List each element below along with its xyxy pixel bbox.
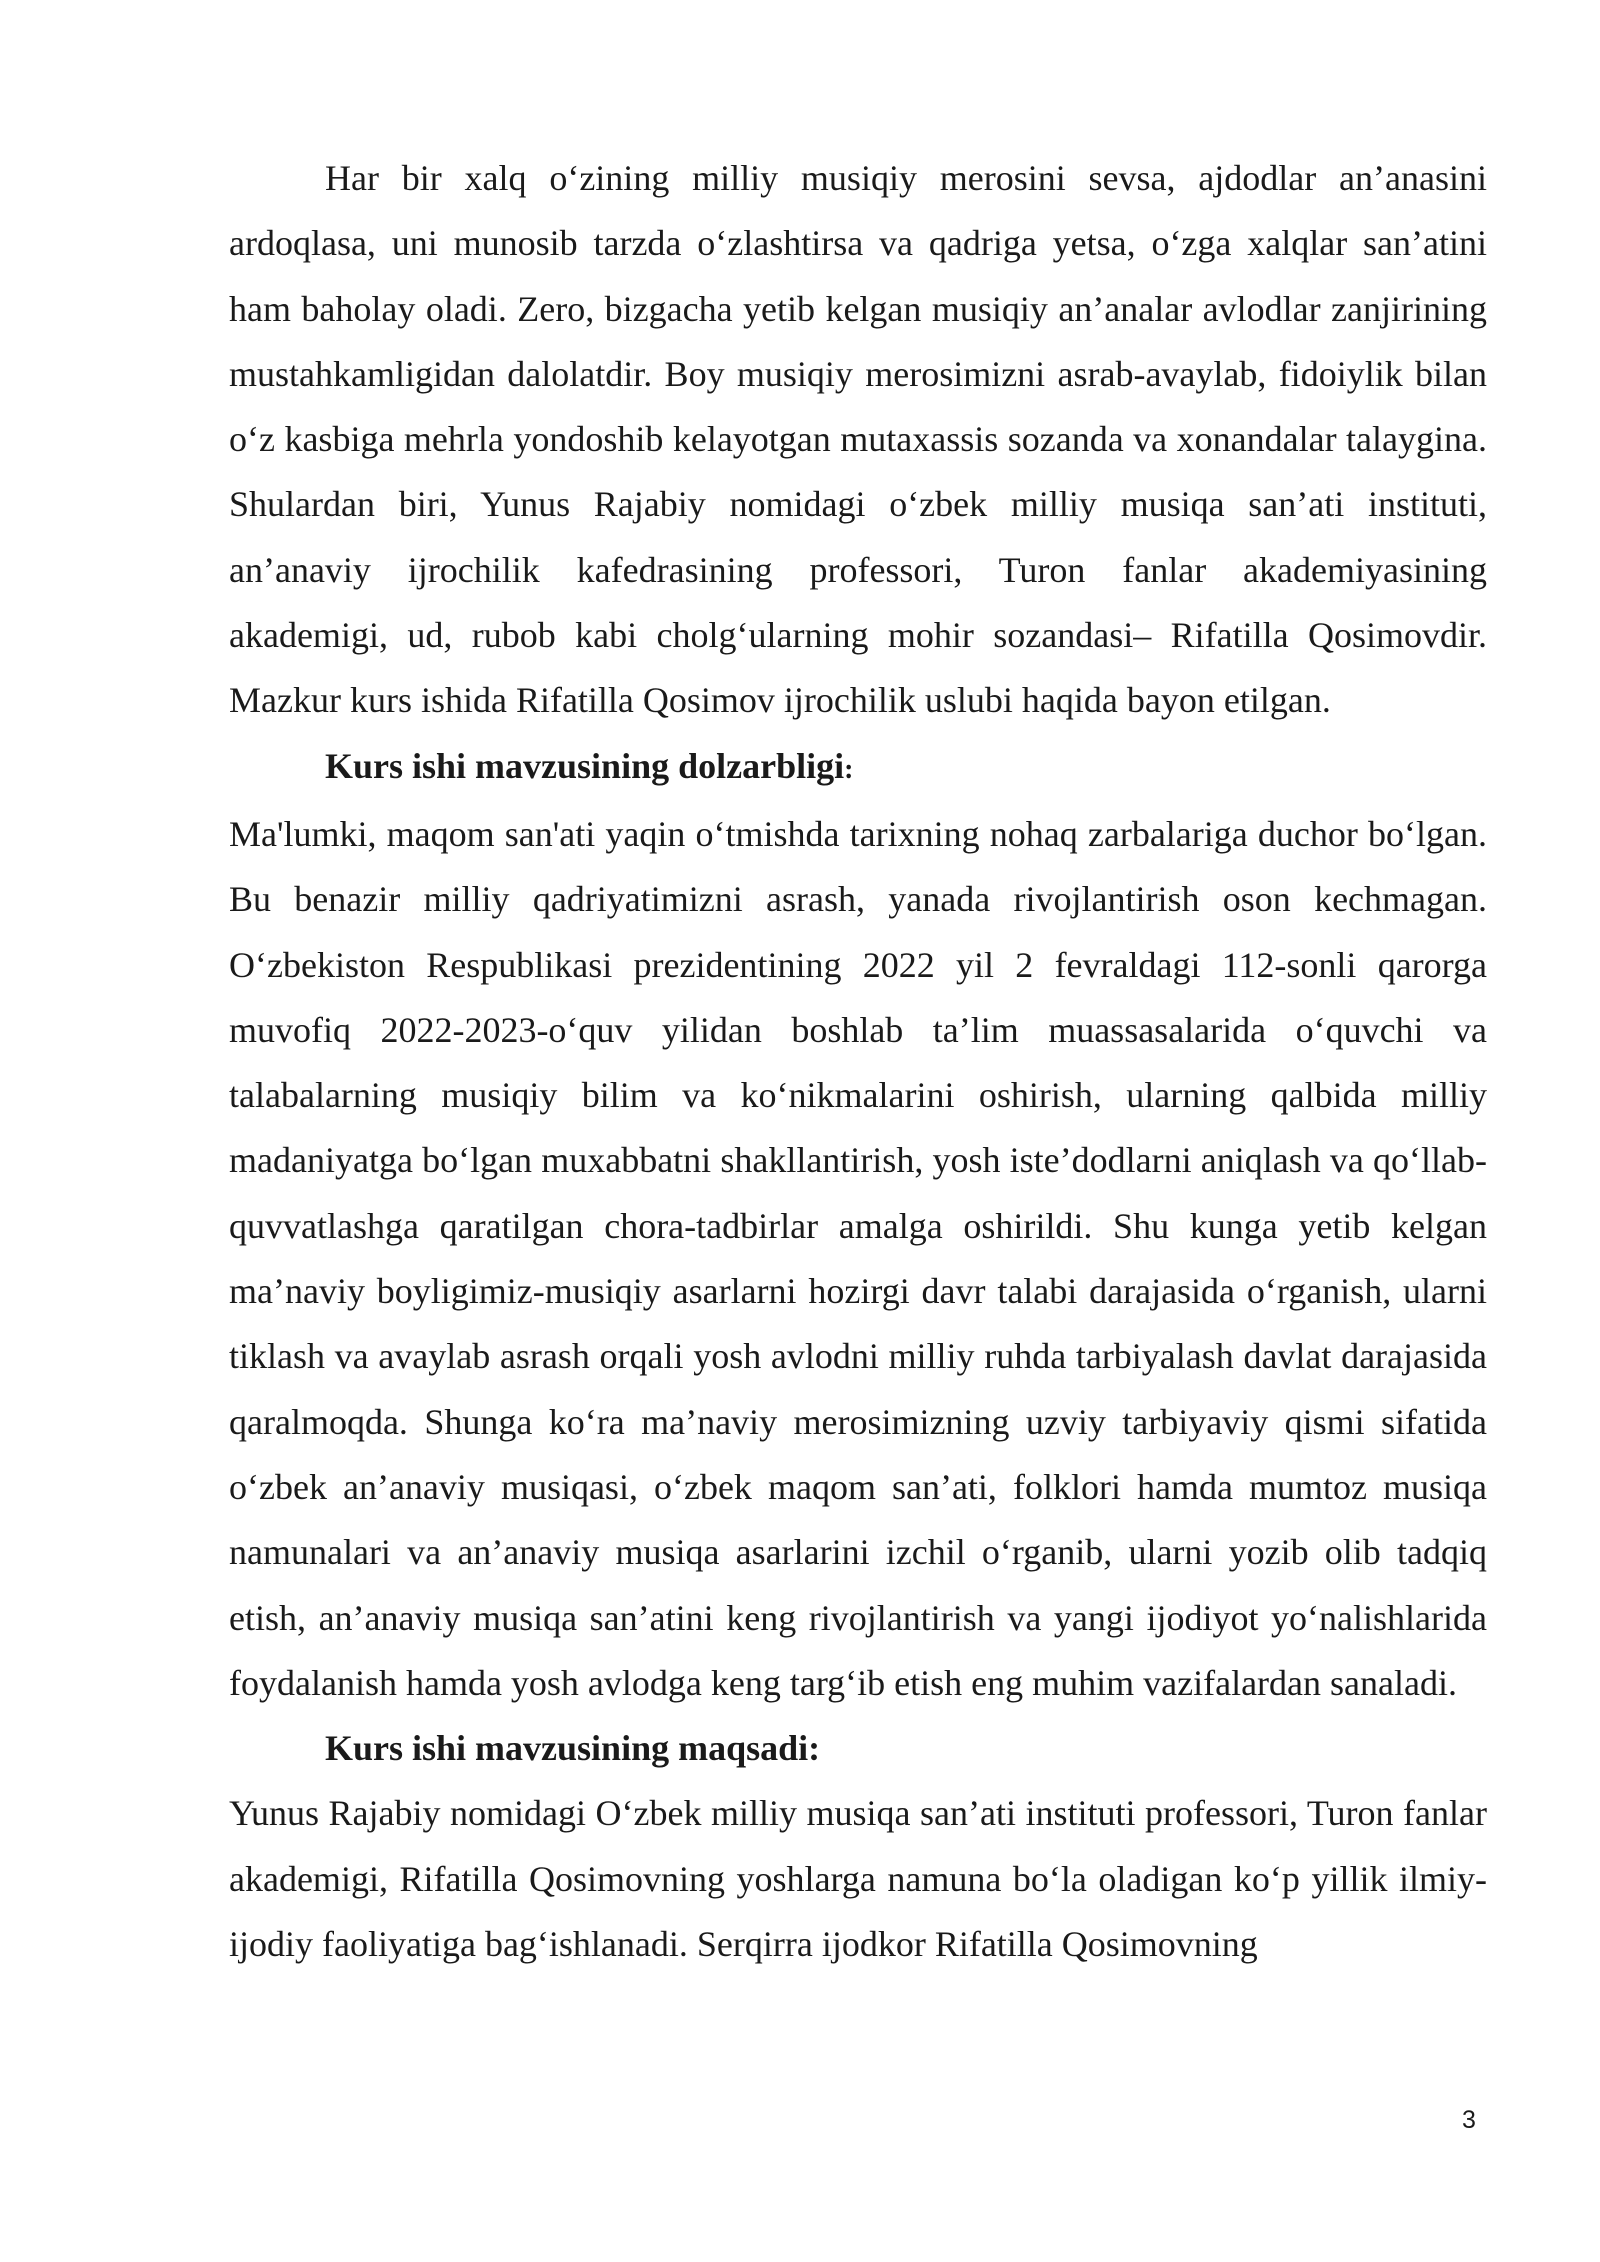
- section-heading-goal: Kurs ishi mavzusining maqsadi:: [325, 1728, 821, 1769]
- section-heading-relevance-colon: :: [844, 753, 854, 785]
- goal-paragraph: Yunus Rajabiy nomidagi O‘zbek milliy musiqa san’ati instituti professori, Turon fanlar akademigi, Rifatilla Qosimovning yoshlarga namuna bo‘la oladigan ko‘p yillik ilmiy-ijodiy faoliyatiga bag‘ishlanadi. Serqirra ijodkor Rifatilla Qosimovning: [229, 1793, 1487, 1965]
- intro-paragraph: Har bir xalq o‘zining milliy musiqiy merosini sevsa, ajdodlar an’anasini ardoqlasa, uni munosib tarzda o‘zlashtirsa va qadriga yetsa, o‘zga xalqlar san’atini ham baholay oladi. Zero, bizgacha yetib kelgan musiqiy an’analar avlodlar zanjirining mustahkamligidan dalolatdir. Boy musiqiy merosimizni asrab-avaylab, fidoiylik bilan o‘z kasbiga mehrla yondoshib kelayotgan mutaxassis sozanda va xonandalar talaygina. Shulardan biri, Yunus Rajabiy nomidagi o‘zbek milliy musiqa san’ati instituti, an’anaviy ijrochilik kafedrasining professori, Turon fanlar akademiyasining akademigi, ud, rubob kabi cholg‘ularning mohir sozandasi– Rifatilla Qosimovdir. Mazkur kurs ishida Rifatilla Qosimov ijrochilik uslubi haqida bayon etilgan.: [229, 158, 1487, 721]
- section-heading-relevance-text: Kurs ishi mavzusining dolzarbligi: [325, 745, 845, 786]
- page-number: 3: [1462, 2106, 1476, 2134]
- section-heading-relevance: [229, 734, 1487, 802]
- document-body: [229, 146, 1487, 1977]
- relevance-paragraph: Ma'lumki, maqom san'ati yaqin o‘tmishda tarixning nohaq zarbalariga duchor bo‘lgan. Bu benazir milliy qadriyatimizni asrash, yanada rivojlantirish oson kechmagan. O‘zbekiston Respublikasi prezidentining 2022 yil 2 fevraldagi 112-sonli qarorga muvofiq 2022-2023-o‘quv yilidan boshlab ta’lim muassasalarida o‘quvchi va talabalarning musiqiy bilim va ko‘nikmalarini oshirish, ularning qalbida milliy madaniyatga bo‘lgan muxabbatni shakllantirish, yosh iste’dodlarni aniqlash va qo‘llab-quvvatlashga qaratilgan chora-tadbirlar amalga oshirildi. Shu kunga yetib kelgan ma’naviy boyligimiz-musiqiy asarlarni hozirgi davr talabi darajasida o‘rganish, ularni tiklash va avaylab asrash orqali yosh avlodni milliy ruhda tarbiyalash davlat darajasida qaralmoqda. Shunga ko‘ra ma’naviy merosimizning uzviy tarbiyaviy qismi sifatida o‘zbek an’anaviy musiqasi, o‘zbek maqom san’ati, folklori hamda mumtoz musiqa namunalari va an’anaviy musiqa asarlarini izchil o‘rganib, ularni yozib olib tadqiq etish, an’anaviy musiqa san’atini keng rivojlantirish va yangi ijodiyot yo‘nalishlarida foydalanish hamda yosh avlodga keng targ‘ib etish eng muhim vazifalardan sanaladi.: [229, 813, 1487, 1703]
